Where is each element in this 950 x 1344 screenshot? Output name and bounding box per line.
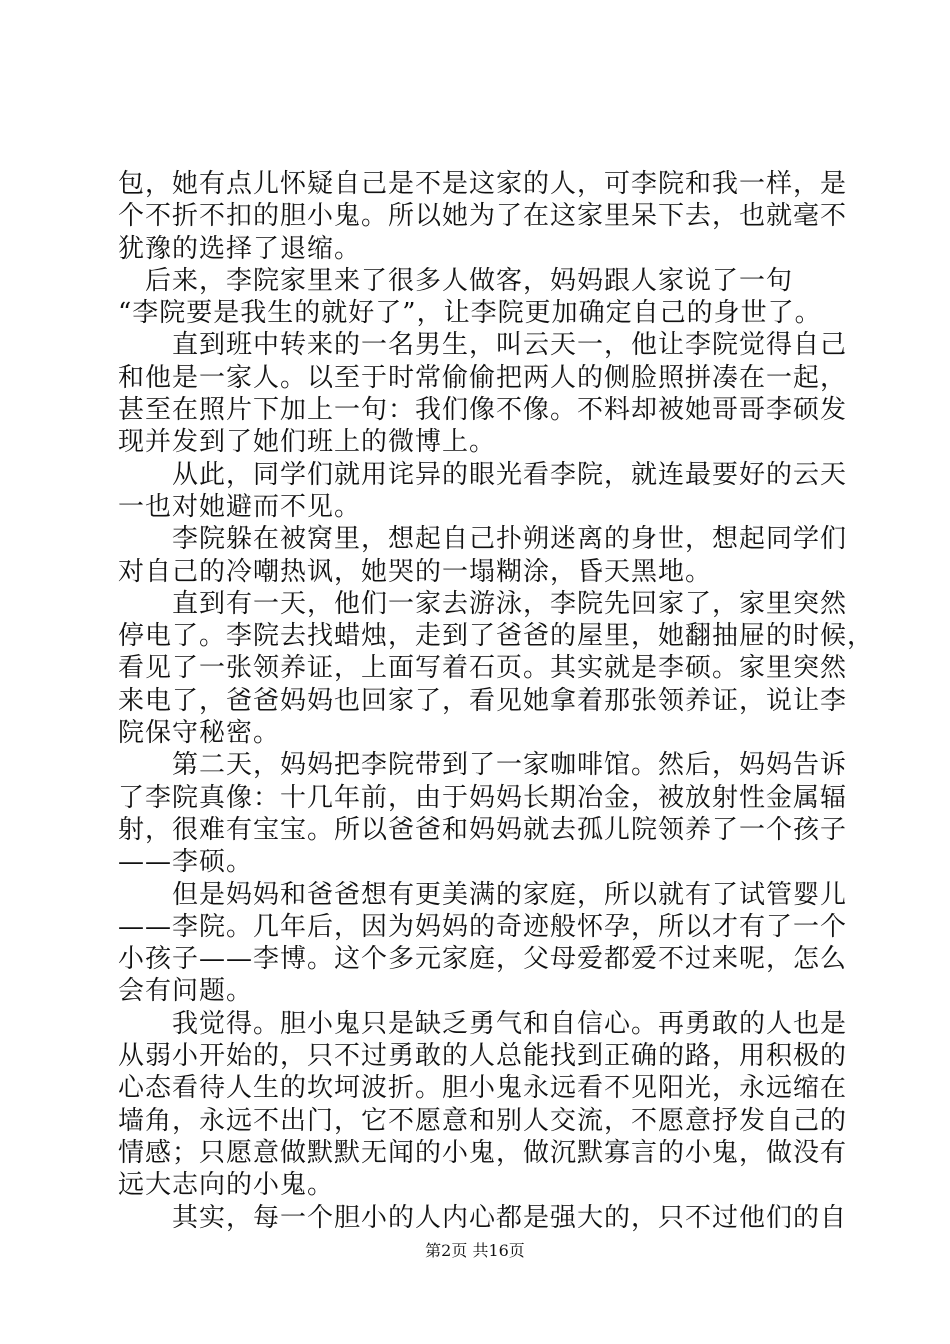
text-line: 来电了，爸爸妈妈也回家了，看见她拿着那张领养证，说让李 — [118, 685, 848, 716]
text-line: 一也对她避而不见。 — [118, 491, 362, 522]
text-line: 墙角，永远不出门，它不愿意和别人交流，不愿意抒发自己的 — [118, 1105, 848, 1136]
text-line: 其实，每一个胆小的人内心都是强大的，只不过他们的自 — [118, 1202, 848, 1233]
text-line: 远大志向的小鬼。 — [118, 1170, 335, 1201]
text-line: ——李硕。 — [118, 847, 254, 878]
text-line: 现并发到了她们班上的微博上。 — [118, 427, 497, 458]
text-line: 院保守秘密。 — [118, 718, 281, 749]
text-line: 包，她有点儿怀疑自己是不是这家的人，可李院和我一样，是 — [118, 169, 848, 199]
text-line: 犹豫的选择了退缩。 — [118, 233, 362, 264]
text-line: 直到有一天，他们一家去游泳，李院先回家了，家里突然 — [118, 588, 848, 619]
text-line: 会有问题。 — [118, 976, 254, 1007]
text-line: 但是妈妈和爸爸想有更美满的家庭，所以就有了试管婴儿 — [118, 879, 848, 910]
text-line: 直到班中转来的一名男生，叫云天一，他让李院觉得自己 — [118, 330, 848, 361]
text-line: 情感；只愿意做默默无闻的小鬼，做沉默寡言的小鬼，做没有 — [118, 1137, 848, 1168]
text-line: 对自己的冷嘲热讽，她哭的一塌糊涂，昏天黑地。 — [118, 556, 713, 587]
text-line: 和他是一家人。以至于时常偷偷把两人的侧脸照拼凑在一起， — [118, 362, 848, 393]
text-line: 了李院真像：十几年前，由于妈妈长期冶金，被放射性金属辐 — [118, 782, 848, 813]
text-line: 小孩子——李博。这个多元家庭，父母爱都爱不过来呢，怎么 — [118, 944, 848, 975]
body-text — [118, 168, 875, 1234]
text-line: “李院要是我生的就好了”，让李院更加确定自己的身世了。 — [118, 298, 822, 329]
text-line: 停电了。李院去找蜡烛，走到了爸爸的屋里，她翻抽屉的时候， — [118, 621, 875, 652]
page-number-footer: 第2页 共16页 — [425, 1241, 525, 1260]
text-line: 看见了一张领养证，上面写着石页。其实就是李硕。家里突然 — [118, 653, 848, 684]
text-line: 后来，李院家里来了很多人做客，妈妈跟人家说了一句 — [118, 265, 794, 296]
text-line: 从此，同学们就用诧异的眼光看李院，就连最要好的云天 — [118, 459, 848, 490]
text-line: 我觉得。胆小鬼只是缺乏勇气和自信心。再勇敢的人也是 — [118, 1008, 848, 1039]
text-line: 心态看待人生的坎坷波折。胆小鬼永远看不见阳光，永远缩在 — [118, 1073, 848, 1104]
text-line: 李院躲在被窝里，想起自己扑朔迷离的身世，想起同学们 — [118, 524, 848, 555]
text-line: 甚至在照片下加上一句：我们像不像。不料却被她哥哥李硕发 — [118, 395, 848, 426]
text-line: 射，很难有宝宝。所以爸爸和妈妈就去孤儿院领养了一个孩子 — [118, 814, 848, 845]
text-line: 从弱小开始的，只不过勇敢的人总能找到正确的路，用积极的 — [118, 1041, 848, 1072]
text-line: ——李院。几年后，因为妈妈的奇迹般怀孕，所以才有了一个 — [118, 911, 848, 942]
text-line: 第二天，妈妈把李院带到了一家咖啡馆。然后，妈妈告诉 — [118, 750, 848, 781]
text-line: 个不折不扣的胆小鬼。所以她为了在这家里呆下去，也就毫不 — [118, 201, 848, 232]
